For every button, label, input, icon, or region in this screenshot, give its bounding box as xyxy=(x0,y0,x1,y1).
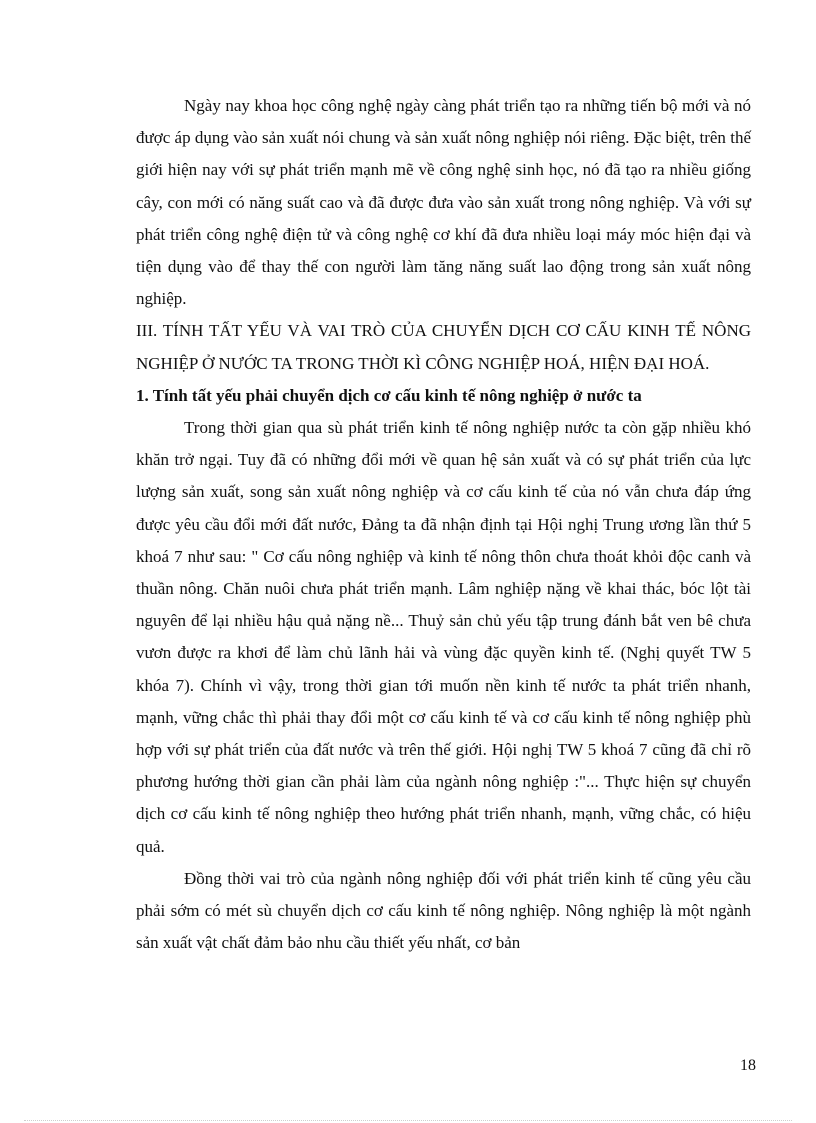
paragraph-technology: Ngày nay khoa học công nghệ ngày càng phát triển tạo ra những tiến bộ mới và nó được áp dụng vào sản xuất nói chung và sản xuất nông nghiệp nói riêng. Đặc biệt, trên thế giới hiện nay với sự phát triển mạnh mẽ về công nghệ sinh học, nó đã tạo ra nhiều giống cây, con mới có năng suất cao và đã được đưa vào sản xuất trong nông nghiệp. Và với sự phát triển công nghệ điện tử và công nghệ cơ khí đã đưa nhiều loại máy móc hiện đại và tiện dụng vào để thay thế con người làm tăng năng suất lao động trong sản xuất nông nghiệp. xyxy=(136,96,751,309)
page-content xyxy=(136,90,751,959)
footer-divider xyxy=(24,1120,792,1121)
paragraph-development-difficulties: Trong thời gian qua sù phát triển kinh tế nông nghiệp nước ta còn gặp nhiều khó khăn trở ngại. Tuy đã có những đổi mới về quan hệ sản xuất và có sự phát triển của lực lượng sản xuất, song sản xuất nông nghiệp và cơ cấu kinh tế của nó vẫn chưa đáp ứng được yêu cầu đổi mới đất nước, Đảng ta đã nhận định tại Hội nghị Trung ương lần thứ 5 khoá 7 như sau: " Cơ cấu nông nghiệp và kinh tế nông thôn chưa thoát khỏi độc canh và thuần nông. Chăn nuôi chưa phát triển mạnh. Lâm nghiệp nặng về khai thác, bóc lột tài nguyên để lại nhiều hậu quả nặng nề... Thuỷ sản chủ yếu tập trung đánh bắt ven bê chưa vươn được ra khơi để làm chủ lãnh hải và vùng đặc quyền kinh tế. (Nghị quyết TW 5 khóa 7). Chính vì vậy, trong thời gian tới muốn nền kinh tế nước ta phát triển nhanh, mạnh, vững chắc thì phải thay đổi một cơ cấu kinh tế và cơ cấu kinh tế nông nghiệp phù hợp với sự phát triển của đất nước và trên thế giới. Hội nghị TW 5 khoá 7 cũng đã chỉ rõ phương hướng thời gian cần phải làm của ngành nông nghiệp :"... Thực hiện sự chuyển dịch cơ cấu kinh tế nông nghiệp theo hướng phát triển nhanh, mạnh, vững chắc, có hiệu quả. xyxy=(136,418,751,856)
paragraph-agriculture-role: Đồng thời vai trò của ngành nông nghiệp đối với phát triển kinh tế cũng yêu cầu phải sớm có mét sù chuyển dịch cơ cấu kinh tế nông nghiệp. Nông nghiệp là một ngành sản xuất vật chất đảm bảo nhu cầu thiết yếu nhất, cơ bản xyxy=(136,868,751,953)
section-heading: III. TÍNH TẤT YẾU VÀ VAI TRÒ CỦA CHUYỂN DỊCH CƠ CẤU KINH TẾ NÔNG NGHIỆP Ở NƯỚC TA TRONG THỜI KÌ CÔNG NGHIỆP HOÁ, HIỆN ĐẠI HOÁ. xyxy=(136,321,751,373)
subsection-heading: 1. Tính tất yếu phải chuyển dịch cơ cấu kinh tế nông nghiệp ở nước ta xyxy=(136,385,642,405)
page-number: 18 xyxy=(740,1057,756,1074)
